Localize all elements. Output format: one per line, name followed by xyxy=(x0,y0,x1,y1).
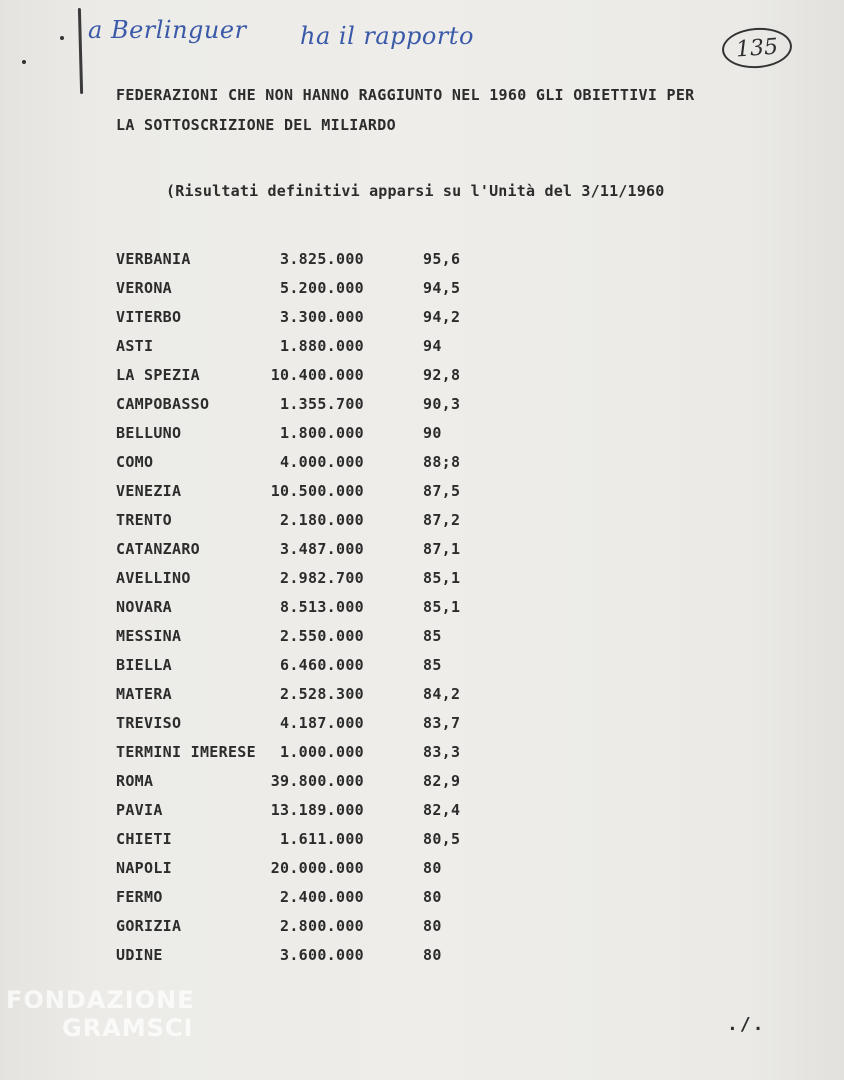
subscription-amount: 2.982.700 xyxy=(280,569,364,587)
percentage: 90 xyxy=(423,424,442,442)
percentage: 83,7 xyxy=(423,714,461,732)
percentage: 94,2 xyxy=(423,308,461,326)
subscription-amount: 2.550.000 xyxy=(280,627,364,645)
federation-name: UDINE xyxy=(116,946,163,964)
subscription-amount: 3.487.000 xyxy=(280,540,364,558)
percentage: 80,5 xyxy=(423,830,461,848)
subscription-amount: 13.189.000 xyxy=(270,801,364,819)
percentage: 85,1 xyxy=(423,569,461,587)
subscription-amount: 1.355.700 xyxy=(280,395,364,413)
handwritten-name: a Berlinguer xyxy=(88,16,247,44)
federation-name: MESSINA xyxy=(116,627,182,645)
federation-name: TREVISO xyxy=(116,714,182,732)
document-title-line-2: LA SOTTOSCRIZIONE DEL MILIARDO xyxy=(116,116,396,134)
federation-name: PAVIA xyxy=(116,801,163,819)
subscription-amount: 4.000.000 xyxy=(280,453,364,471)
percentage: 84,2 xyxy=(423,685,461,703)
federation-name: VENEZIA xyxy=(116,482,182,500)
subscription-amount: 10.500.000 xyxy=(270,482,364,500)
federation-name: VERONA xyxy=(116,279,172,297)
percentage: 94,5 xyxy=(423,279,461,297)
federation-name: TERMINI IMERESE xyxy=(116,743,256,761)
federation-name: ASTI xyxy=(116,337,154,355)
federation-name: COMO xyxy=(116,453,154,471)
subscription-amount: 3.300.000 xyxy=(280,308,364,326)
subscription-amount: 1.000.000 xyxy=(280,743,364,761)
federation-name: VITERBO xyxy=(116,308,182,326)
margin-pen-stroke xyxy=(78,8,83,94)
subscription-amount: 2.180.000 xyxy=(280,511,364,529)
subscription-amount: 1.800.000 xyxy=(280,424,364,442)
federation-name: CAMPOBASSO xyxy=(116,395,210,413)
subscription-amount: 4.187.000 xyxy=(280,714,364,732)
percentage: 82,4 xyxy=(423,801,461,819)
ink-dot xyxy=(22,60,26,64)
watermark-line-2: GRAMSCI xyxy=(62,1014,194,1042)
subscription-amount: 39.800.000 xyxy=(270,772,364,790)
federation-name: GORIZIA xyxy=(116,917,182,935)
percentage: 87,1 xyxy=(423,540,461,558)
percentage: 92,8 xyxy=(423,366,461,384)
federation-name: BIELLA xyxy=(116,656,172,674)
federation-name: CATANZARO xyxy=(116,540,200,558)
continuation-mark: ./. xyxy=(727,1014,766,1035)
federation-name: MATERA xyxy=(116,685,172,703)
federation-name: VERBANIA xyxy=(116,250,191,268)
subscription-amount: 2.528.300 xyxy=(280,685,364,703)
subscription-amount: 1.611.000 xyxy=(280,830,364,848)
percentage: 80 xyxy=(423,888,442,906)
percentage: 94 xyxy=(423,337,442,355)
subscription-amount: 8.513.000 xyxy=(280,598,364,616)
ink-dot xyxy=(60,36,64,40)
subscription-amount: 20.000.000 xyxy=(270,859,364,877)
federation-name: CHIETI xyxy=(116,830,172,848)
percentage: 90,3 xyxy=(423,395,461,413)
percentage: 95,6 xyxy=(423,250,461,268)
percentage: 87,2 xyxy=(423,511,461,529)
subscription-amount: 2.800.000 xyxy=(280,917,364,935)
percentage: 82,9 xyxy=(423,772,461,790)
percentage: 88;8 xyxy=(423,453,461,471)
subscription-amount: 3.600.000 xyxy=(280,946,364,964)
percentage: 85 xyxy=(423,627,442,645)
percentage: 83,3 xyxy=(423,743,461,761)
document-title-line-1: FEDERAZIONI CHE NON HANNO RAGGIUNTO NEL 1960 GLI OBIETTIVI PER xyxy=(116,86,695,104)
background-stamp-shadow xyxy=(455,60,535,1070)
subscription-amount: 10.400.000 xyxy=(270,366,364,384)
subscription-amount: 6.460.000 xyxy=(280,656,364,674)
percentage: 87,5 xyxy=(423,482,461,500)
federation-name: TRENTO xyxy=(116,511,172,529)
federation-name: AVELLINO xyxy=(116,569,191,587)
document-subtitle: (Risultati definitivi apparsi su l'Unità del 3/11/1960 xyxy=(166,182,665,200)
subscription-amount: 2.400.000 xyxy=(280,888,364,906)
federation-name: ROMA xyxy=(116,772,154,790)
subscription-amount: 5.200.000 xyxy=(280,279,364,297)
federation-name: NAPOLI xyxy=(116,859,172,877)
subscription-amount: 3.825.000 xyxy=(280,250,364,268)
fondazione-gramsci-watermark xyxy=(6,988,195,1040)
federation-name: BELLUNO xyxy=(116,424,182,442)
subscription-amount: 1.880.000 xyxy=(280,337,364,355)
percentage: 85,1 xyxy=(423,598,461,616)
percentage: 80 xyxy=(423,859,442,877)
percentage: 85 xyxy=(423,656,442,674)
watermark-line-1: FONDAZIONE xyxy=(6,986,195,1014)
page-number: 135 xyxy=(721,26,794,71)
federation-name: NOVARA xyxy=(116,598,172,616)
percentage: 80 xyxy=(423,917,442,935)
percentage: 80 xyxy=(423,946,442,964)
federation-name: LA SPEZIA xyxy=(116,366,200,384)
handwritten-note: ha il rapporto xyxy=(300,22,474,50)
federation-name: FERMO xyxy=(116,888,163,906)
